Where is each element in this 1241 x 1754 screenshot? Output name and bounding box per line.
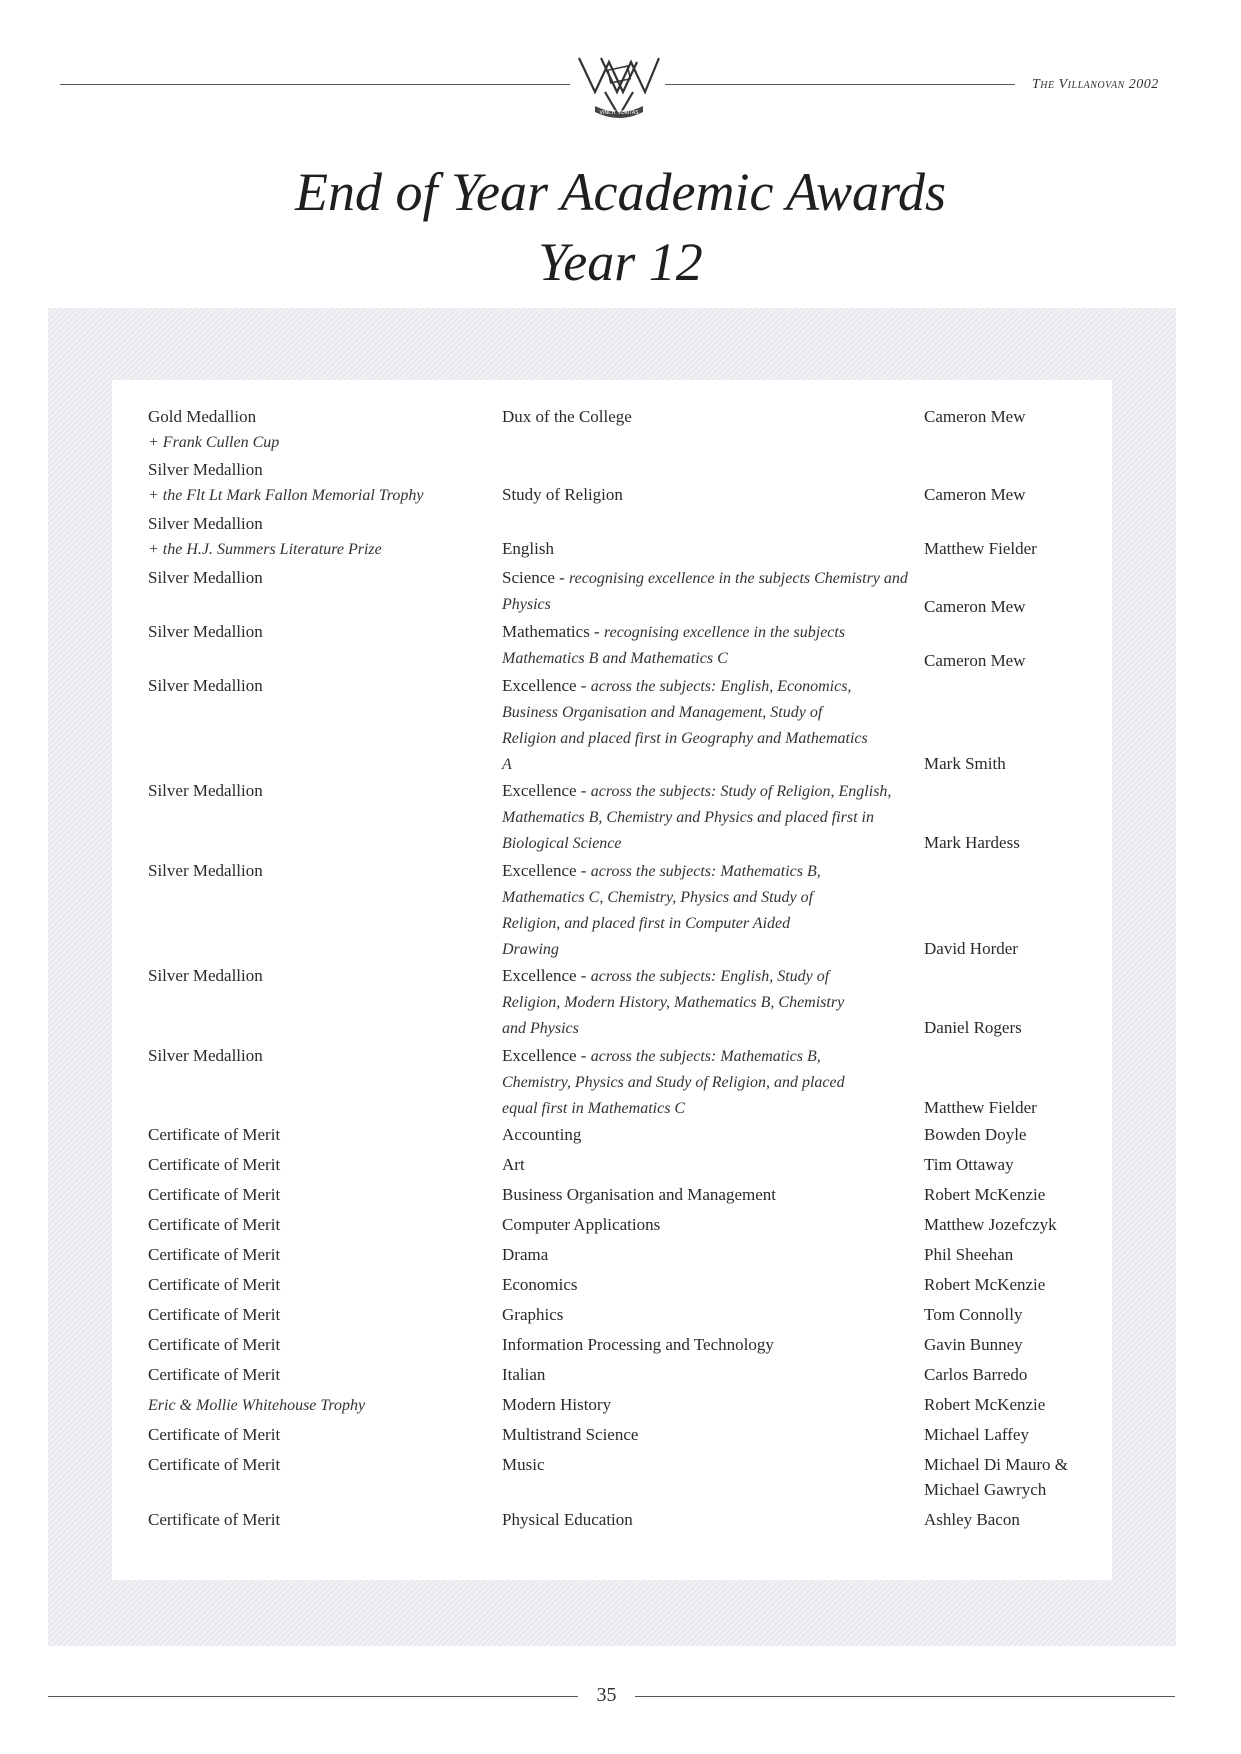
recipient-name: Matthew Fielder [924,1098,1037,1117]
recipient-name: Mark Smith [924,754,1006,773]
award-label: Certificate of Merit [148,1215,281,1234]
subject-note: across the subjects: Mathematics B, Chemistry, Physics and Study of Religion, and placed equal first in Mathematics C [502,1048,845,1117]
subject-cell [502,1302,912,1327]
award-cell [148,511,468,562]
page-subtitle: Year 12 [538,232,703,292]
award-cell [148,1212,468,1237]
subject-label: Computer Applications [502,1215,661,1234]
subject-cell [502,858,842,962]
award-cell [148,565,468,590]
recipient-name: Gavin Bunney [924,1335,1023,1354]
recipient-cell [924,1302,1109,1327]
subject-label: English [502,539,554,558]
recipient-cell [924,1272,1109,1297]
recipient-name: Bowden Doyle [924,1125,1027,1144]
subject-cell [502,673,872,777]
award-label: Silver Medallion [148,861,263,880]
recipient-cell [924,404,1109,429]
award-label: Gold Medallion [148,407,257,426]
subject-note: across the subjects: Mathematics B, Mathematics C, Chemistry, Physics and Study of Religion, and placed first in Computer Aided Drawing [502,863,821,958]
award-label: Certificate of Merit [148,1335,281,1354]
award-label: Certificate of Merit [148,1125,281,1144]
award-label: Certificate of Merit [148,1510,281,1529]
award-cell [148,1122,468,1147]
award-label: Silver Medallion [148,460,263,479]
recipient-name: David Horder [924,939,1018,958]
subject-label: Drama [502,1245,549,1264]
subject-label: Mathematics - [502,622,600,641]
running-head [1032,77,1159,93]
subject-label: Economics [502,1275,578,1294]
subject-cell [502,482,912,507]
page-number: 35 [596,1684,617,1706]
recipient-name-2: Michael Gawrych [924,1480,1047,1499]
award-label: Silver Medallion [148,514,263,533]
award-label: Certificate of Merit [148,1185,281,1204]
award-label: Certificate of Merit [148,1275,281,1294]
recipient-name: Robert McKenzie [924,1395,1046,1414]
recipient-cell [924,594,1109,619]
subject-cell [502,1422,912,1447]
award-cell [148,1182,468,1207]
subject-label: Accounting [502,1125,582,1144]
footer-rule-right [635,1696,1175,1697]
subject-cell [502,1507,912,1532]
award-label: Silver Medallion [148,1046,263,1065]
recipient-name: Mark Hardess [924,833,1020,852]
recipient-cell [924,482,1109,507]
award-label: Certificate of Merit [148,1425,281,1444]
recipient-cell [924,936,1109,961]
header-rule-left [60,84,570,85]
award-label: Silver Medallion [148,568,263,587]
college-crest-icon [575,52,663,122]
subject-label: Modern History [502,1395,612,1414]
award-cell [148,1152,468,1177]
recipient-name: Tim Ottaway [924,1155,1014,1174]
award-label: Silver Medallion [148,966,263,985]
recipient-name: Daniel Rogers [924,1018,1022,1037]
award-cell [148,1272,468,1297]
subject-label: Physical Education [502,1510,633,1529]
award-cell [148,778,468,803]
recipient-cell [924,1152,1109,1177]
recipient-name: Cameron Mew [924,407,1026,426]
award-note: + the Flt Lt Mark Fallon Memorial Trophy [148,487,424,504]
award-label: Certificate of Merit [148,1305,281,1324]
recipient-cell [924,1095,1109,1120]
recipient-cell [924,830,1109,855]
award-label: Silver Medallion [148,781,263,800]
recipient-name: Matthew Jozefczyk [924,1215,1057,1234]
recipient-name: Robert McKenzie [924,1185,1046,1204]
footer-rule-left [48,1696,578,1697]
recipient-cell [924,1242,1109,1267]
award-cell [148,1452,468,1477]
subject-note: recognising excellence in the subjects Mathematics B and Mathematics C [502,624,846,667]
subject-label: Excellence - [502,676,587,695]
header-rule-right [665,84,1015,85]
recipient-cell [924,1422,1109,1447]
subject-cell [502,1392,912,1417]
subject-label: Art [502,1155,525,1174]
award-cell [148,1043,468,1068]
subject-cell [502,619,882,671]
recipient-name: Tom Connolly [924,1305,1023,1324]
award-note: + Frank Cullen Cup [148,434,280,451]
subject-label: Information Processing and Technology [502,1335,774,1354]
subject-note: across the subjects: English, Economics, Business Organisation and Management, Study of Religion and placed first in Geography and Mathematics A [502,678,868,773]
running-head-year: 2002 [1128,77,1159,92]
subject-label: Italian [502,1365,546,1384]
subject-cell [502,1242,912,1267]
recipient-cell [924,1182,1109,1207]
award-label: Silver Medallion [148,622,263,641]
award-label: Certificate of Merit [148,1155,281,1174]
subject-cell [502,536,912,561]
award-cell [148,858,468,883]
recipient-cell [924,648,1109,673]
subject-label: Multistrand Science [502,1425,639,1444]
award-cell [148,963,468,988]
recipient-cell [924,751,1109,776]
award-label: Certificate of Merit [148,1365,281,1384]
award-cell [148,404,468,455]
running-head-name: Villanovan [1058,77,1125,92]
award-cell [148,1242,468,1267]
award-cell [148,619,468,644]
subject-cell [502,1362,912,1387]
subject-cell [502,565,912,617]
subject-note: recognising excellence in the subjects Chemistry and Physics [502,570,908,613]
award-label: Certificate of Merit [148,1245,281,1264]
award-note: + the H.J. Summers Literature Prize [148,541,382,558]
award-cell [148,1507,468,1532]
recipient-cell [924,1212,1109,1237]
award-label: Certificate of Merit [148,1455,281,1474]
award-note: Eric & Mollie Whitehouse Trophy [148,1397,366,1414]
subject-cell [502,778,892,856]
subject-label: Excellence - [502,1046,587,1065]
recipient-name: Matthew Fielder [924,539,1037,558]
subject-note: across the subjects: English, Study of Religion, Modern History, Mathematics B, Chemistry and Physics [502,968,845,1037]
recipient-name: Cameron Mew [924,485,1026,504]
recipient-cell [924,536,1109,561]
svg-text:VINCIT VERITAS: VINCIT VERITAS [599,110,639,116]
recipient-cell [924,1362,1109,1387]
recipient-name: Robert McKenzie [924,1275,1046,1294]
subject-cell [502,1272,912,1297]
subject-cell [502,1452,912,1477]
recipient-cell [924,1392,1109,1417]
award-label: Silver Medallion [148,676,263,695]
awards-table [112,380,1112,1580]
recipient-name: Cameron Mew [924,651,1026,670]
subject-cell [502,1152,912,1177]
subject-label: Excellence - [502,861,587,880]
recipient-cell [924,1015,1109,1040]
subject-cell [502,1043,852,1121]
recipient-name: Phil Sheehan [924,1245,1014,1264]
subject-label: Science - [502,568,565,587]
recipient-cell [924,1122,1109,1147]
subject-cell [502,1332,912,1357]
recipient-name: Ashley Bacon [924,1510,1020,1529]
subject-cell [502,1182,912,1207]
subject-label: Excellence - [502,781,587,800]
page-title: End of Year Academic Awards [294,162,947,222]
subject-cell [502,1212,912,1237]
award-cell [148,1422,468,1447]
subject-cell [502,1122,912,1147]
recipient-name: Carlos Barredo [924,1365,1028,1384]
award-cell [148,1332,468,1357]
subject-label: Study of Religion [502,485,623,504]
running-head-prefix: The [1032,77,1055,92]
award-cell [148,673,468,698]
recipient-name: Michael Di Mauro & [924,1455,1068,1474]
subject-label: Excellence - [502,966,587,985]
subject-cell [502,963,862,1041]
subject-label: Dux of the College [502,407,632,426]
recipient-cell [924,1332,1109,1357]
award-cell [148,1302,468,1327]
recipient-cell [924,1507,1109,1532]
recipient-cell [924,1452,1109,1502]
recipient-name: Michael Laffey [924,1425,1029,1444]
recipient-name: Cameron Mew [924,597,1026,616]
award-cell [148,457,468,508]
subject-label: Graphics [502,1305,564,1324]
award-cell [148,1362,468,1387]
subject-note: across the subjects: Study of Religion, English, Mathematics B, Chemistry and Physics and placed first in Biological Science [502,783,892,852]
award-cell [148,1392,468,1418]
subject-label: Business Organisation and Management [502,1185,777,1204]
subject-label: Music [502,1455,545,1474]
subject-cell [502,404,912,429]
